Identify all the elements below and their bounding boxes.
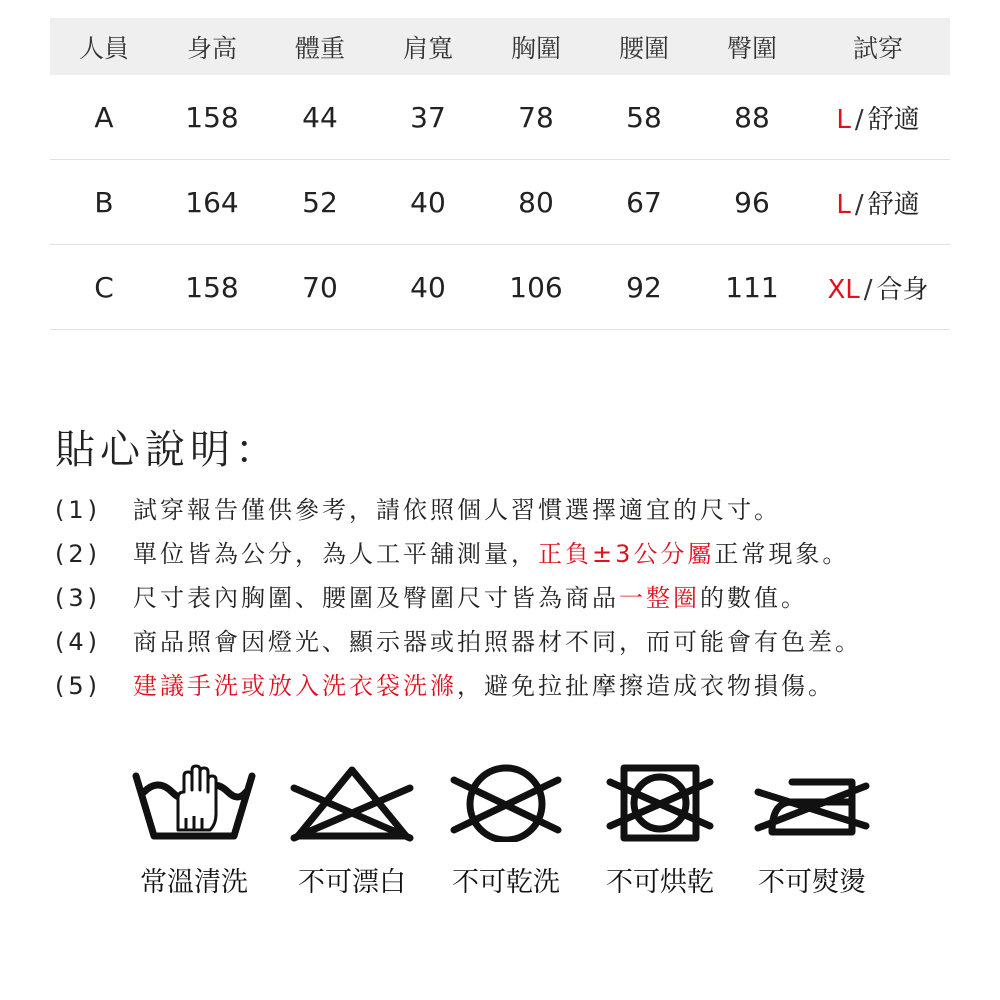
- column-header: 人員: [78, 33, 129, 63]
- fit-cell: [806, 269, 950, 306]
- table-cell: 92: [626, 270, 662, 304]
- fit-cell: [806, 99, 950, 136]
- note-text: 的數值。: [700, 584, 808, 612]
- table-cell: B: [94, 185, 114, 219]
- care-label: 不可乾洗: [452, 867, 560, 898]
- note-number: (5): [55, 672, 101, 700]
- no-iron-icon: [742, 762, 882, 842]
- table-header-row: [50, 18, 950, 75]
- fit-description: 舒適: [867, 104, 920, 135]
- care-item-no-iron: [737, 762, 887, 899]
- column-header: 體重: [294, 33, 345, 63]
- table-row: [50, 75, 950, 160]
- care-label: 不可熨燙: [758, 867, 866, 898]
- table-cell: 158: [185, 100, 239, 134]
- note-item: [55, 666, 975, 710]
- note-text: 商品照會因燈光、顯示器或拍照器材不同，而可能會有色差。: [133, 628, 862, 656]
- fit-separator: /: [854, 104, 864, 135]
- care-item-no-bleach: [277, 762, 427, 899]
- note-text: 單位皆為公分，為人工平舖測量，: [133, 540, 538, 568]
- note-highlight: 建議手洗或放入洗衣袋洗滌: [133, 672, 457, 700]
- care-item-no-dry-clean: [431, 762, 581, 899]
- fit-description: 合身: [876, 274, 929, 305]
- table-cell: 78: [518, 100, 554, 134]
- fit-size: XL: [827, 274, 860, 305]
- table-cell: 88: [734, 100, 770, 134]
- note-number: (3): [55, 584, 101, 612]
- fit-separator: /: [863, 274, 873, 305]
- table-cell: 106: [509, 270, 563, 304]
- table-cell: 40: [410, 185, 446, 219]
- note-item: [55, 490, 975, 534]
- no-tumble-dry-icon: [590, 762, 730, 842]
- fit-description: 舒適: [867, 189, 920, 220]
- column-header: 臀圍: [726, 33, 777, 63]
- note-text: 正常現象。: [714, 540, 850, 568]
- table-cell: 37: [410, 100, 446, 134]
- note-number: (4): [55, 628, 101, 656]
- table-row: [50, 245, 950, 330]
- fit-size: L: [836, 104, 851, 135]
- note-item: [55, 622, 975, 666]
- table-cell: C: [94, 270, 114, 304]
- table-cell: 164: [185, 185, 239, 219]
- note-text: 試穿報告僅供參考，請依照個人習慣選擇適宜的尺寸。: [133, 496, 781, 524]
- table-cell: 158: [185, 270, 239, 304]
- note-highlight: 正負±3公分屬: [538, 540, 715, 568]
- table-cell: 58: [626, 100, 662, 134]
- care-label: 不可漂白: [298, 867, 406, 898]
- fit-size: L: [836, 189, 851, 220]
- care-label: 不可烘乾: [606, 867, 714, 898]
- note-highlight: 一整圈: [619, 584, 700, 612]
- table-cell: 70: [302, 270, 338, 304]
- care-label: 常溫清洗: [140, 867, 248, 898]
- column-header: 胸圍: [510, 33, 561, 63]
- size-table: [50, 18, 950, 330]
- column-header: 腰圍: [618, 33, 669, 63]
- note-item: [55, 534, 975, 578]
- table-cell: 80: [518, 185, 554, 219]
- column-header: 試穿: [852, 33, 903, 63]
- note-number: (2): [55, 540, 101, 568]
- table-cell: A: [94, 100, 114, 134]
- table-cell: 111: [725, 270, 779, 304]
- hand-wash-icon: [124, 762, 264, 842]
- table-cell: 96: [734, 185, 770, 219]
- notes-list: [55, 490, 975, 710]
- no-dry-clean-icon: [436, 762, 576, 842]
- notes-title: 貼心說明：: [55, 427, 280, 473]
- no-bleach-icon: [282, 762, 422, 842]
- table-row: [50, 160, 950, 245]
- table-cell: 67: [626, 185, 662, 219]
- note-number: (1): [55, 496, 101, 524]
- table-cell: 44: [302, 100, 338, 134]
- note-text: ，避免拉扯摩擦造成衣物損傷。: [457, 672, 835, 700]
- note-item: [55, 578, 975, 622]
- care-item-no-tumble-dry: [585, 762, 735, 899]
- column-header: 身高: [186, 33, 237, 63]
- table-cell: 52: [302, 185, 338, 219]
- note-text: 尺寸表內胸圍、腰圍及臀圍尺寸皆為商品: [133, 584, 619, 612]
- fit-separator: /: [854, 189, 864, 220]
- fit-cell: [806, 184, 950, 221]
- care-item-hand-wash: [119, 762, 269, 899]
- column-header: 肩寬: [402, 33, 453, 63]
- table-cell: 40: [410, 270, 446, 304]
